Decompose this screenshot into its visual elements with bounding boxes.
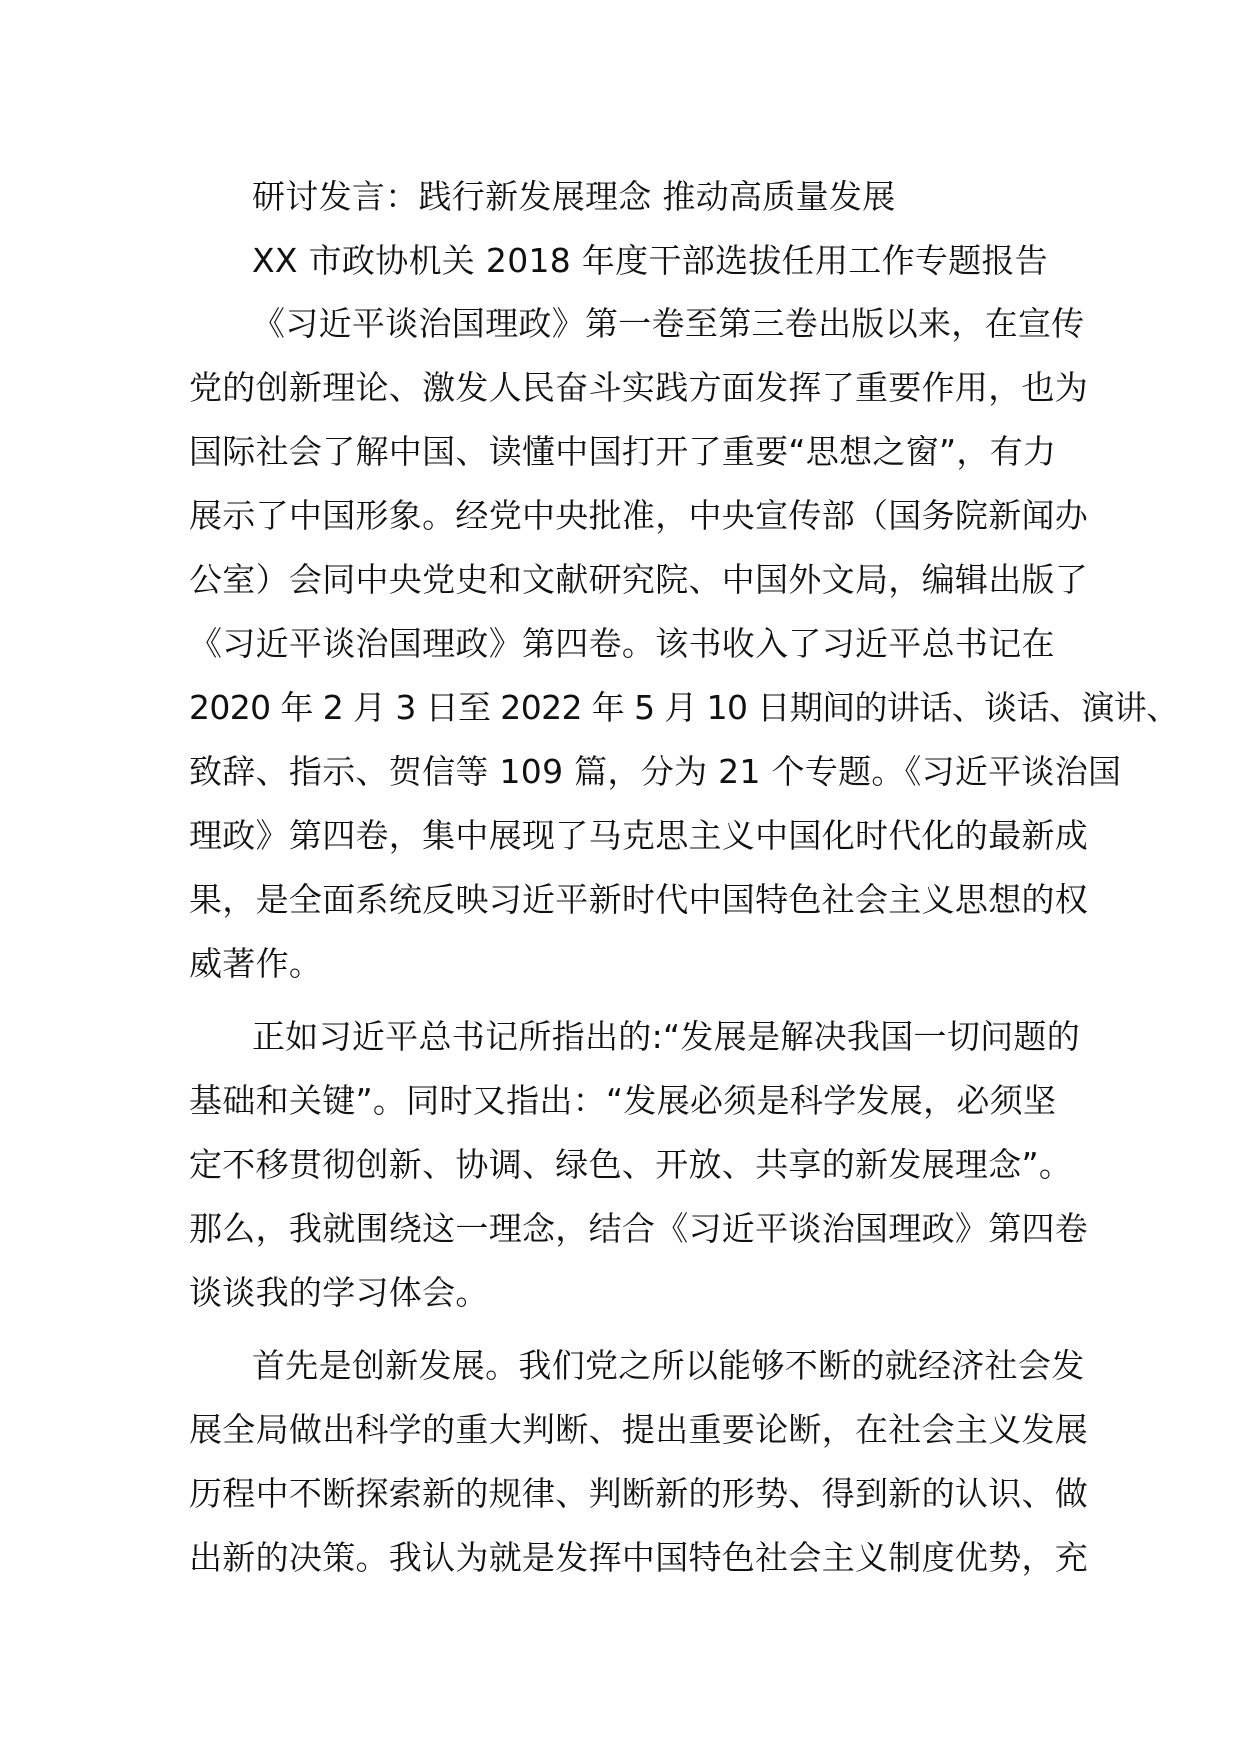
body-line: 理政》第四卷，集中展现了马克思主义中国化时代化的最新成 [189,816,1089,855]
body-line: 首先是创新发展。我们党之所以能够不断的就经济社会发 [252,1346,1085,1385]
body-line: 基础和关键”。同时又指出：“发展必须是科学发展，必须坚 [189,1081,1057,1120]
body-line: 致辞、指示、贺信等 109 篇，分为 21 个专题。《习近平谈治国 [189,752,1122,791]
body-line: 公室）会同中央党史和文献研究院、中国外文局，编辑出版了 [189,560,1089,599]
body-line: 出新的决策。我认为就是发挥中国特色社会主义制度优势，充 [189,1538,1089,1577]
body-line: 《习近平谈治国理政》第一卷至第三卷出版以来，在宣传 [252,304,1085,343]
body-line: 威著作。 [189,944,323,983]
body-line: 历程中不断探索新的规律、判断新的形势、得到新的认识、做 [189,1474,1089,1513]
body-line: 定不移贯彻创新、协调、绿色、开放、共享的新发展理念”。 [189,1145,1073,1184]
body-line: 果，是全面系统反映习近平新时代中国特色社会主义思想的权 [189,880,1089,919]
body-line: 那么，我就围绕这一理念，结合《习近平谈治国理政》第四卷 [189,1209,1089,1248]
body-line: 党的创新理论、激发人民奋斗实践方面发挥了重要作用，也为 [189,368,1089,407]
document-title: 研讨发言：践行新发展理念 推动高质量发展 [252,177,896,216]
body-line: 国际社会了解中国、读懂中国打开了重要“思想之窗”，有力 [189,432,1057,471]
body-line: 谈谈我的学习体会。 [189,1273,489,1312]
body-line: 2020 年 2 月 3 日至 2022 年 5 月 10 日期间的讲话、谈话、演讲、 [189,688,1179,727]
body-line: 正如习近平总书记所指出的:“发展是解决我国一切问题的 [252,1017,1081,1056]
body-line: 《习近平谈治国理政》第四卷。该书收入了习近平总书记在 [189,624,1055,663]
body-line: 展全局做出科学的重大判断、提出重要论断，在社会主义发展 [189,1410,1089,1449]
body-line: 展示了中国形象。经党中央批准，中央宣传部（国务院新闻办 [189,496,1089,535]
document-subtitle: XX 市政协机关 2018 年度干部选拔任用工作专题报告 [252,241,1049,280]
